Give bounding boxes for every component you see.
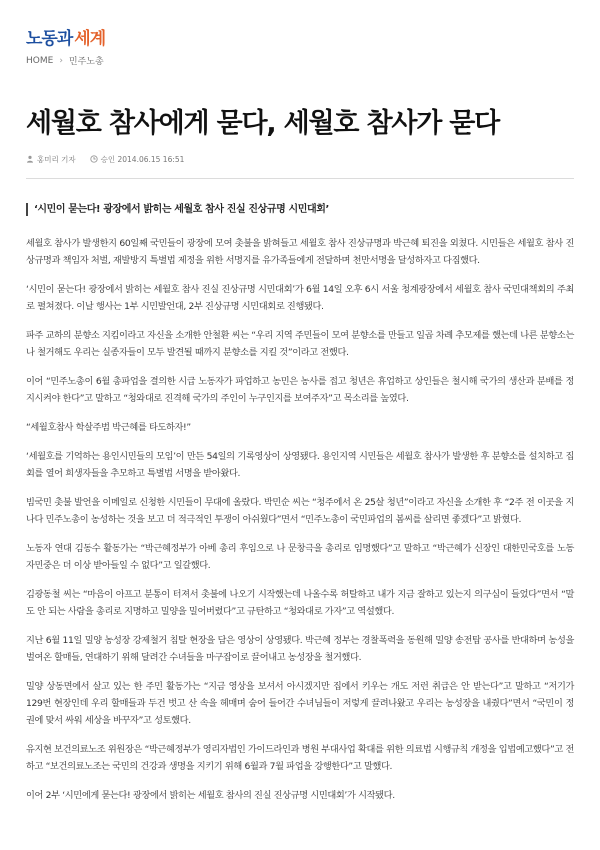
article-subtitle: ‘시민이 묻는다! 광장에서 밝히는 세월호 참사 진실 진상규명 시민대회’ (26, 203, 574, 216)
article-paragraph: 유지현 보건의료노조 위원장은 “박근혜정부가 영리자법인 가이드라인과 병원 부대사업 확대를 위한 의료법 시행규칙 개정을 입법예고했다”고 전하고 “보건의료노조는 국민의 건강과 생명을 지키기 위해 6월과 7월 파업을 강행한다”고 말했다. (26, 744, 574, 772)
clock-icon (90, 155, 98, 165)
site-logo[interactable] (26, 24, 574, 49)
date-info (90, 154, 185, 165)
person-icon (26, 155, 34, 165)
article-paragraph: 김광동철 씨는 “마음이 아프고 분통이 터져서 촛불에 나오기 시작했는데 나올수록 허탈하고 내가 지금 잘하고 있는지 의구심이 들었다”면서 “말도 안 되는 사람을 총리로 지명하고 밀양을 밀어버렸다”고 규탄하고 “청와대로 가자”고 역설했다. (26, 589, 574, 617)
logo-text-part1: 노동과 (26, 29, 73, 49)
article-paragraph: 빔국민 촛불 발언을 이메일로 신청한 시민들이 무대에 올랐다. 박민순 씨는 “청주에서 온 25살 청년”이라고 자신을 소개한 후 “2주 전 이곳을 지나다 민주노총이 농성하는 것을 보고 더 적극적인 투쟁이 아쉬웠다”면서 “민주노총이 국민파업의 봄씨를 살리면 좋겠다”고 밝혔다. (26, 497, 574, 525)
chevron-right-icon: › (59, 55, 63, 66)
article-title: 세월호 참사에게 묻다, 세월호 참사가 묻다 (26, 108, 500, 139)
article-paragraph: 노동자 연대 김동수 활동가는 “박근혜정부가 아베 총리 후임으로 나 문창극을 총리로 임명했다”고 말하고 “박근혜가 신장인 대한민국호를 노동자민중은 더 이상 받아들일 수 없다”고 일갈했다. (26, 543, 574, 571)
article-paragraph: ‘시민이 묻는다! 광장에서 밝히는 세월호 참사 진실 진상규명 시민대회’가 6월 14일 오후 6시 서울 청계광장에서 세월호 참사 국민대책회의 주최로 펼쳐졌다. 이날 행사는 1부 시민발언대, 2부 진상규명 시민대회로 진행됐다. (26, 284, 574, 312)
breadcrumb (26, 54, 574, 67)
author-name[interactable]: 홍미리 기자 (37, 155, 76, 164)
header-divider (26, 178, 574, 179)
article-paragraph: 파주 교하의 분향소 지킴이라고 자신을 소개한 안철환 씨는 “우리 지역 주민들이 모여 분향소를 만들고 일곱 차례 추모제를 했는데 나른 분향소는 나 철거해도 우리는 실종자들이 모두 발견될 때까지 분향소를 지킬 것”이라고 전했다. (26, 330, 574, 358)
article-paragraph: 이어 2부 ‘시민에게 묻는다! 광장에서 밝히는 세월호 참사의 진실 진상규명 시민대회’가 시작됐다. (26, 790, 395, 801)
breadcrumb-home[interactable]: HOME (26, 55, 54, 66)
author-info (26, 154, 76, 165)
article-paragraph: 지난 6월 11일 밀양 농성장 강제철거 침탈 현장을 담은 영상이 상영됐다. 박근혜 정부는 경찰폭력을 동원해 밀양 송전탑 공사를 반대하며 농성을 벌여온 할매들, 연대하기 위해 달려간 수녀들을 마구잡이로 끌어내고 농성장을 철거했다. (26, 635, 574, 663)
site-header (26, 0, 574, 94)
article-paragraph: 이어 “민주노총이 6월 총파업을 결의한 시급 노동자가 파업하고 농민은 농사를 접고 청년은 휴업하고 상인들은 철시해 국가의 생산과 분배를 정지시켜야 한다”고 말하고 “청와대로 진격해 국가의 주인이 누구인지를 보여주자”고 목소리를 높였다. (26, 376, 574, 404)
article-paragraph: “세월호참사 학살주범 박근혜를 타도하자!” (26, 422, 191, 433)
publish-date: 승인 2014.06.15 16:51 (100, 155, 185, 164)
article-paragraph: ‘세월호를 기억하는 용인시민들의 모임’이 만든 54일의 기록영상이 상영됐다. 용인지역 시민들은 세월호 참사가 발생한 후 분향소를 설치하고 집회를 열어 희생자들을 추모하고 특별법 서명을 받아왔다. (26, 451, 574, 479)
breadcrumb-current[interactable]: 민주노총 (68, 57, 104, 67)
article-paragraph: 세월호 참사가 발생한지 60일째 국민들이 광장에 모여 촛불을 밝혀들고 세월호 참사 진상규명과 박근혜 퇴진을 외쳤다. 시민들은 세월호 참사 진상규명과 책임자 처벌, 재발방지 특별법 제정을 위한 서명지를 유가족들에게 전달하며 천만서명을 달성하자고 다짐했다. (26, 238, 574, 266)
logo-text-part2: 세계 (74, 29, 106, 49)
article-paragraph: 밀양 상동면에서 살고 있는 한 주민 활동가는 “지금 영상을 보셔서 아시겠지만 집에서 키우는 개도 저런 취급은 안 받는다”고 말하고 “저기가 129번 현장인데 우리 할매들과 두건 벗고 산 속을 헤매며 숨어 들어간 수녀님들이 저렇게 끌려나왔고 우리는 농성장을 내줬다”면서 “국민이 정권에 맞서 싸워 세상을 바꾸자”고 성토했다. (26, 681, 574, 726)
article-body (26, 235, 574, 804)
article-meta (26, 154, 574, 165)
